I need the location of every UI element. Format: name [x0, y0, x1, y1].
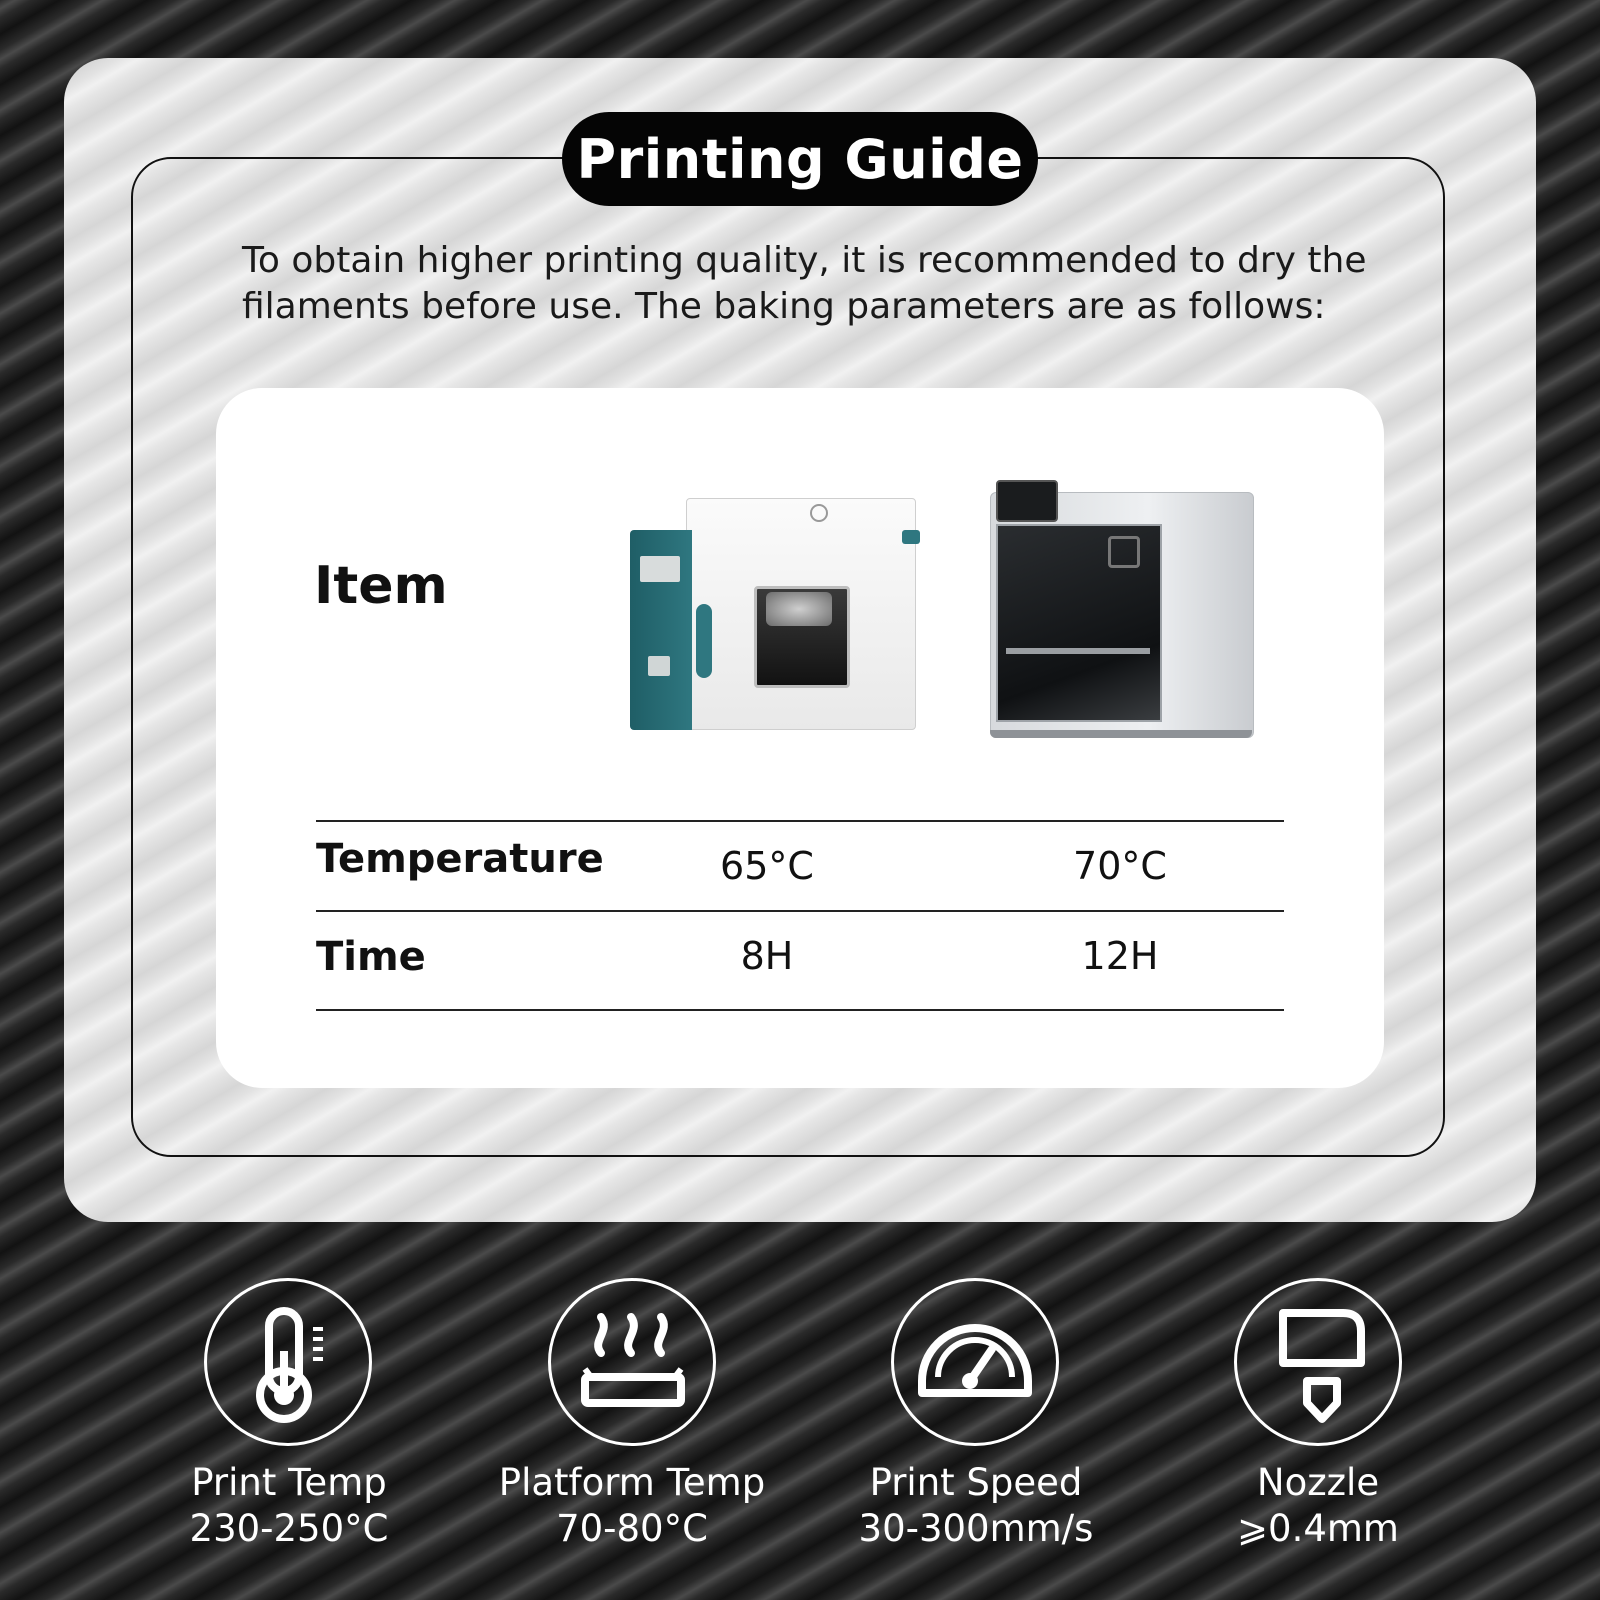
- feature-value: 70-80°C: [556, 1507, 708, 1550]
- table-divider: [316, 910, 1284, 912]
- nozzle-icon: [1234, 1278, 1402, 1446]
- feature-print-speed: [816, 1460, 1136, 1552]
- row-label-time: Time: [316, 934, 426, 980]
- intro-text: To obtain higher printing quality, it is recommended to dry the filaments before use. The baking parameters are as follows:: [242, 240, 1367, 327]
- drying-oven-image: [630, 496, 916, 734]
- temperature-oven-value: 65°C: [720, 844, 814, 888]
- heated-bed-icon: [548, 1278, 716, 1446]
- page-title: Printing Guide: [562, 112, 1038, 206]
- feature-title: Print Speed: [869, 1461, 1083, 1504]
- feature-title: Print Temp: [191, 1461, 387, 1504]
- thermometer-icon: [204, 1278, 372, 1446]
- table-divider: [316, 1009, 1284, 1011]
- time-oven-value: 8H: [740, 934, 794, 978]
- feature-title: Platform Temp: [498, 1461, 766, 1504]
- 3d-printer-image: [986, 480, 1254, 740]
- speedometer-icon: [891, 1278, 1059, 1446]
- feature-platform-temp: [472, 1460, 792, 1552]
- table-divider: [316, 820, 1284, 822]
- feature-value: 230-250°C: [189, 1507, 389, 1550]
- time-printer-value: 12H: [1081, 934, 1159, 978]
- item-header: Item: [314, 556, 448, 616]
- feature-nozzle: [1158, 1460, 1478, 1552]
- feature-value: ⩾0.4mm: [1237, 1507, 1399, 1550]
- feature-print-temp: [129, 1460, 449, 1552]
- row-label-temperature: Temperature: [316, 836, 604, 882]
- feature-title: Nozzle: [1256, 1461, 1380, 1504]
- feature-value: 30-300mm/s: [858, 1507, 1094, 1550]
- temperature-printer-value: 70°C: [1073, 844, 1167, 888]
